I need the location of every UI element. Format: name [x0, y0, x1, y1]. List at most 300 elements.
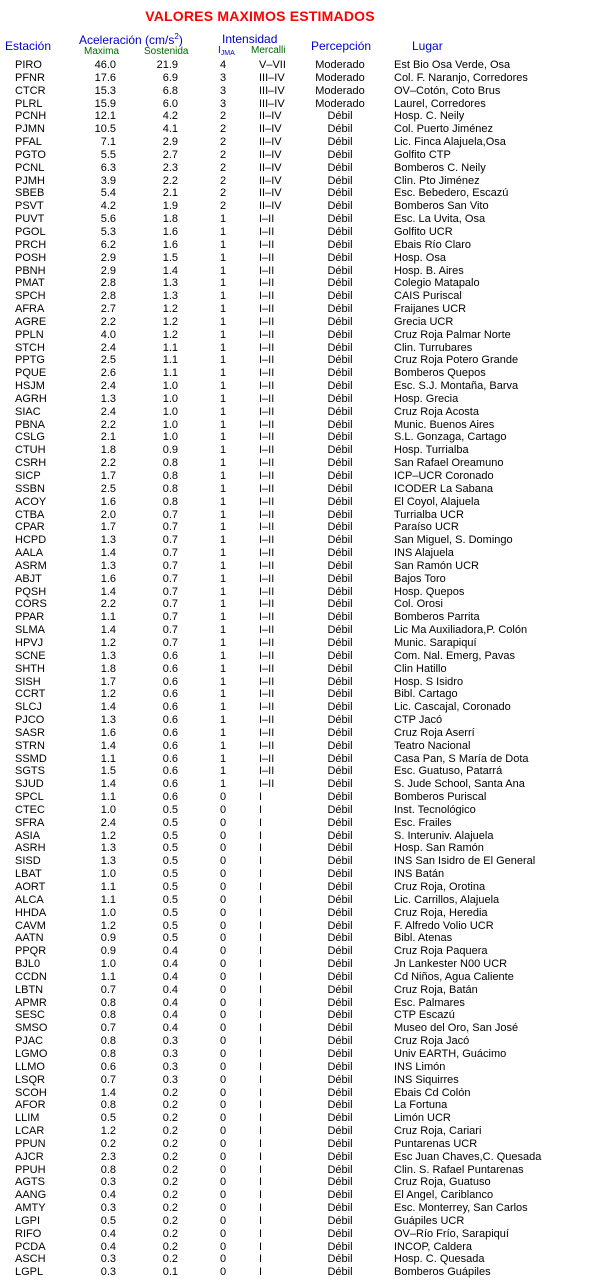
location: Col. F. Naranjo, Corredores: [394, 71, 528, 84]
max-acceleration: 0.7: [100, 983, 116, 996]
sustained-acceleration: 2.2: [162, 174, 178, 187]
location: Bomberos C. Neily: [394, 161, 486, 174]
max-acceleration: 2.6: [100, 367, 116, 380]
perception: Moderado: [315, 71, 365, 84]
location: Cruz Roja Jacó: [394, 1035, 470, 1048]
sustained-acceleration: 0.4: [162, 996, 178, 1009]
max-acceleration: 4.2: [100, 200, 116, 213]
intensity-jma: 1: [219, 765, 227, 778]
sustained-acceleration: 1.0: [162, 418, 178, 431]
sustained-acceleration: 0.6: [162, 752, 178, 765]
max-acceleration: 0.3: [100, 1202, 116, 1215]
intensity-mercalli: I: [259, 816, 263, 829]
table-row: [0, 316, 590, 329]
sustained-acceleration: 4.1: [162, 123, 178, 136]
table-row: [0, 162, 590, 175]
intensity-jma: 0: [219, 1125, 227, 1138]
intensity-jma: 0: [219, 958, 227, 971]
intensity-mercalli: I: [259, 893, 263, 906]
station-code: SJUD: [15, 778, 44, 791]
intensity-jma: 1: [219, 225, 227, 238]
table-row: [0, 406, 590, 419]
sustained-acceleration: 2.3: [162, 161, 178, 174]
max-acceleration: 1.0: [100, 868, 116, 881]
location: Cruz Roja, Cariari: [394, 1125, 482, 1138]
perception: Débil: [327, 1266, 353, 1279]
intensity-mercalli: I–II: [259, 405, 275, 418]
station-code: CORS: [15, 598, 47, 611]
max-acceleration: 0.8: [100, 1047, 116, 1060]
intensity-jma: 0: [219, 1086, 227, 1099]
location: Lic. Carrillos, Alajuela: [394, 893, 500, 906]
sustained-acceleration: 1.4: [162, 264, 178, 277]
table-row: [0, 1099, 590, 1112]
perception: Débil: [327, 328, 353, 341]
table-row: [0, 765, 590, 778]
max-acceleration: 1.4: [100, 739, 116, 752]
max-acceleration: 0.8: [100, 996, 116, 1009]
sustained-acceleration: 0.8: [162, 482, 178, 495]
location: ICODER La Sabana: [394, 482, 494, 495]
perception: Débil: [327, 945, 353, 958]
max-acceleration: 2.4: [100, 341, 116, 354]
intensity-mercalli: I: [259, 868, 263, 881]
sustained-acceleration: 0.6: [162, 778, 178, 791]
intensity-jma: 0: [219, 906, 227, 919]
max-acceleration: 2.7: [100, 303, 116, 316]
table-row: [0, 110, 590, 123]
max-acceleration: 2.4: [100, 816, 116, 829]
intensity-jma: 1: [219, 264, 227, 277]
perception: Débil: [327, 598, 353, 611]
intensity-jma: 0: [219, 1035, 227, 1048]
max-acceleration: 1.0: [100, 803, 116, 816]
intensity-mercalli: I–II: [259, 585, 275, 598]
max-acceleration: 2.8: [100, 277, 116, 290]
table-row: [0, 920, 590, 933]
table-row: [0, 598, 590, 611]
location: Cruz Roja, Guatuso: [394, 1176, 491, 1189]
max-acceleration: 1.2: [100, 1125, 116, 1138]
max-acceleration: 0.5: [100, 1214, 116, 1227]
intensity-mercalli: I: [259, 1073, 263, 1086]
station-code: CCDN: [15, 970, 47, 983]
perception: Moderado: [315, 84, 365, 97]
intensity-jma: 0: [219, 1163, 227, 1176]
table-row: [0, 804, 590, 817]
sustained-acceleration: 0.5: [162, 919, 178, 932]
table-row: [0, 1022, 590, 1035]
max-acceleration: 2.5: [100, 354, 116, 367]
location: Bomberos Puriscal: [394, 791, 487, 804]
perception: Débil: [327, 726, 353, 739]
sustained-acceleration: 0.2: [162, 1202, 178, 1215]
max-acceleration: 1.0: [100, 958, 116, 971]
table-row: [0, 971, 590, 984]
intensity-mercalli: I–II: [259, 470, 275, 482]
perception: Débil: [327, 649, 353, 662]
station-code: ACOY: [15, 495, 47, 508]
intensity-mercalli: I–II: [259, 431, 275, 444]
intensity-jma: 0: [219, 829, 227, 842]
station-code: RIFO: [15, 1227, 42, 1240]
intensity-jma: 1: [219, 341, 227, 354]
table-row: [0, 611, 590, 624]
table-row: [0, 380, 590, 393]
perception: Débil: [327, 225, 353, 238]
sustained-acceleration: 0.4: [162, 1009, 178, 1022]
location: Ebais Cd Colón: [394, 1086, 471, 1099]
intensity-mercalli: I–II: [259, 380, 275, 393]
intensity-mercalli: I: [259, 1047, 263, 1060]
intensity-jma: 1: [219, 328, 227, 341]
table-row: [0, 521, 590, 534]
perception: Débil: [327, 585, 353, 598]
intensity-mercalli: I: [259, 970, 263, 983]
max-acceleration: 5.5: [100, 148, 116, 161]
table-row: [0, 1189, 590, 1202]
perception: Débil: [327, 380, 353, 393]
intensity-mercalli: I–II: [259, 726, 275, 739]
station-code: APMR: [15, 996, 47, 1009]
location: S. Interuniv. Alajuela: [394, 829, 494, 842]
sustained-acceleration: 0.5: [162, 842, 178, 855]
table-row: [0, 727, 590, 740]
intensity-jma: 0: [219, 1073, 227, 1086]
intensity-jma: 0: [219, 1214, 227, 1227]
max-acceleration: 0.7: [100, 1022, 116, 1035]
intensity-mercalli: I–II: [259, 354, 275, 367]
station-code: AMTY: [15, 1202, 46, 1215]
header-aceleracion-sup: 2: [174, 32, 179, 41]
max-acceleration: 7.1: [100, 136, 116, 149]
intensity-mercalli: I: [259, 958, 263, 971]
station-code: SLCJ: [15, 701, 42, 714]
table-row: [0, 123, 590, 136]
location: Bibl. Cartago: [394, 688, 458, 701]
station-code: PPUN: [15, 1137, 46, 1150]
max-acceleration: 1.7: [100, 521, 116, 534]
sustained-acceleration: 0.3: [162, 1047, 178, 1060]
sustained-acceleration: 0.6: [162, 662, 178, 675]
location: San Ramón UCR: [394, 559, 479, 572]
intensity-mercalli: I: [259, 1150, 263, 1163]
header-aceleracion-text: Aceleración (cm/s: [79, 33, 175, 47]
sustained-acceleration: 0.8: [162, 470, 178, 482]
sustained-acceleration: 0.2: [162, 1163, 178, 1176]
intensity-mercalli: I–II: [259, 649, 275, 662]
max-acceleration: 5.4: [100, 187, 116, 200]
location: INS Batán: [394, 868, 445, 881]
station-code: POSH: [15, 251, 47, 264]
perception: Débil: [327, 1202, 353, 1215]
sustained-acceleration: 1.0: [162, 380, 178, 393]
intensity-mercalli: I–II: [259, 611, 275, 624]
max-acceleration: 1.1: [100, 752, 116, 765]
sustained-acceleration: 1.6: [162, 238, 178, 251]
location: Teatro Nacional: [394, 739, 471, 752]
location: Hosp. Quepos: [394, 585, 465, 598]
table-row: [0, 252, 590, 265]
max-acceleration: 0.4: [100, 1189, 116, 1202]
max-acceleration: 2.0: [100, 508, 116, 521]
sustained-acceleration: 1.1: [162, 341, 178, 354]
perception: Débil: [327, 1240, 353, 1253]
intensity-mercalli: III–IV: [259, 97, 285, 110]
intensity-jma: 1: [219, 380, 227, 393]
station-code: PQUE: [15, 367, 47, 380]
intensity-mercalli: I–II: [259, 675, 275, 688]
max-acceleration: 1.2: [100, 688, 116, 701]
intensity-jma: 1: [219, 521, 227, 534]
intensity-jma: 1: [219, 611, 227, 624]
table-row: [0, 830, 590, 843]
intensity-jma: 1: [219, 238, 227, 251]
max-acceleration: 2.2: [100, 315, 116, 328]
sustained-acceleration: 4.2: [162, 110, 178, 123]
perception: Débil: [327, 970, 353, 983]
perception: Débil: [327, 508, 353, 521]
intensity-jma: 0: [219, 855, 227, 868]
station-code: ASCH: [15, 1253, 46, 1266]
station-code: PJAC: [15, 1035, 44, 1048]
intensity-mercalli: I–II: [259, 495, 275, 508]
max-acceleration: 2.2: [100, 418, 116, 431]
max-acceleration: 1.6: [100, 572, 116, 585]
intensity-jma: 0: [219, 1137, 227, 1150]
station-code: PJMH: [15, 174, 45, 187]
sustained-acceleration: 0.7: [162, 521, 178, 534]
perception: Débil: [327, 521, 353, 534]
max-acceleration: 0.5: [100, 1112, 116, 1125]
header-i-jma-sub: JMA: [220, 50, 235, 57]
location: Bajos Toro: [394, 572, 446, 585]
location: CAIS Puriscal: [394, 290, 462, 303]
perception: Moderado: [315, 97, 365, 110]
table-row: [0, 1202, 590, 1215]
sustained-acceleration: 0.2: [162, 1099, 178, 1112]
max-acceleration: 6.2: [100, 238, 116, 251]
intensity-jma: 2: [219, 200, 227, 213]
intensity-jma: 1: [219, 470, 227, 482]
max-acceleration: 1.2: [100, 919, 116, 932]
sustained-acceleration: 0.5: [162, 816, 178, 829]
location: Golfito UCR: [394, 225, 453, 238]
station-code: AJCR: [15, 1150, 44, 1163]
sustained-acceleration: 0.7: [162, 547, 178, 560]
sustained-acceleration: 0.2: [162, 1227, 178, 1240]
max-acceleration: 15.9: [94, 97, 116, 110]
max-acceleration: 46.0: [94, 59, 116, 71]
perception: Débil: [327, 868, 353, 881]
table-row: [0, 509, 590, 522]
sustained-acceleration: 0.3: [162, 1073, 178, 1086]
location: Munic. Buenos Aires: [394, 418, 495, 431]
perception: Débil: [327, 1253, 353, 1266]
intensity-jma: 1: [219, 585, 227, 598]
perception: Débil: [327, 996, 353, 1009]
intensity-mercalli: I–II: [259, 341, 275, 354]
location: Museo del Oro, San José: [394, 1022, 519, 1035]
sustained-acceleration: 0.4: [162, 983, 178, 996]
table-row: [0, 444, 590, 457]
perception: Débil: [327, 624, 353, 637]
perception: Débil: [327, 983, 353, 996]
intensity-jma: 0: [219, 932, 227, 945]
table-row: [0, 59, 590, 72]
intensity-jma: 1: [219, 508, 227, 521]
perception: Débil: [327, 534, 353, 547]
sustained-acceleration: 0.4: [162, 958, 178, 971]
intensity-jma: 1: [219, 431, 227, 444]
max-acceleration: 1.2: [100, 636, 116, 649]
intensity-mercalli: I: [259, 1214, 263, 1227]
table-row: [0, 624, 590, 637]
location: Com. Nal. Emerg, Pavas: [394, 649, 516, 662]
intensity-mercalli: I–II: [259, 303, 275, 316]
header-i-jma: [218, 45, 235, 57]
location: Esc Juan Chaves,C. Quesada: [394, 1150, 542, 1163]
perception: Débil: [327, 1112, 353, 1125]
intensity-jma: 1: [219, 726, 227, 739]
intensity-jma: 1: [219, 778, 227, 791]
station-code: HHDA: [15, 906, 47, 919]
intensity-mercalli: I–II: [259, 290, 275, 303]
station-code: PRCH: [15, 238, 47, 251]
table-row: [0, 740, 590, 753]
sustained-acceleration: 0.7: [162, 598, 178, 611]
station-code: STCH: [15, 341, 45, 354]
header-mercalli: Mercalli: [251, 45, 286, 56]
table-row: [0, 200, 590, 213]
perception: Débil: [327, 636, 353, 649]
sustained-acceleration: 0.5: [162, 932, 178, 945]
table-row: [0, 560, 590, 573]
perception: Débil: [327, 1099, 353, 1112]
location: Turrialba UCR: [394, 508, 464, 521]
sustained-acceleration: 1.3: [162, 277, 178, 290]
sustained-acceleration: 0.2: [162, 1189, 178, 1202]
station-code: AGRE: [15, 315, 47, 328]
intensity-jma: 0: [219, 1240, 227, 1253]
intensity-jma: 1: [219, 559, 227, 572]
location: Casa Pan, S María de Dota: [394, 752, 529, 765]
station-code: CTUH: [15, 444, 46, 457]
max-acceleration: 0.9: [100, 945, 116, 958]
max-acceleration: 2.2: [100, 457, 116, 470]
max-acceleration: 0.8: [100, 1163, 116, 1176]
intensity-mercalli: I: [259, 829, 263, 842]
sustained-acceleration: 2.7: [162, 148, 178, 161]
sustained-acceleration: 1.2: [162, 315, 178, 328]
station-code: ASIA: [15, 829, 41, 842]
intensity-jma: 0: [219, 1150, 227, 1163]
location: Esc. Bebedero, Escazú: [394, 187, 509, 200]
location: Cruz Roja Acosta: [394, 405, 479, 418]
location: Puntarenas UCR: [394, 1137, 478, 1150]
max-acceleration: 0.7: [100, 1073, 116, 1086]
table-row: [0, 136, 590, 149]
intensity-mercalli: I–II: [259, 572, 275, 585]
perception: Débil: [327, 1163, 353, 1176]
header-aceleracion-close: ): [178, 33, 183, 47]
location: Bomberos Quepos: [394, 367, 486, 380]
max-acceleration: 1.1: [100, 970, 116, 983]
perception: Débil: [327, 881, 353, 893]
sustained-acceleration: 0.6: [162, 649, 178, 662]
perception: Débil: [327, 842, 353, 855]
intensity-jma: 0: [219, 1047, 227, 1060]
perception: Débil: [327, 161, 353, 174]
intensity-mercalli: I: [259, 1009, 263, 1022]
perception: Débil: [327, 829, 353, 842]
header-estacion: Estación: [5, 39, 52, 53]
location: Hosp. Turrialba: [394, 444, 469, 457]
station-code: LBTN: [15, 983, 44, 996]
perception: Débil: [327, 200, 353, 213]
intensity-mercalli: I–II: [259, 277, 275, 290]
sustained-acceleration: 0.2: [162, 1176, 178, 1189]
max-acceleration: 1.5: [100, 765, 116, 778]
sustained-acceleration: 1.6: [162, 225, 178, 238]
sustained-acceleration: 0.7: [162, 534, 178, 547]
intensity-jma: 1: [219, 624, 227, 637]
intensity-jma: 1: [219, 290, 227, 303]
table-row: [0, 1164, 590, 1177]
perception: Débil: [327, 906, 353, 919]
sustained-acceleration: 0.7: [162, 611, 178, 624]
sustained-acceleration: 0.2: [162, 1112, 178, 1125]
sustained-acceleration: 0.4: [162, 970, 178, 983]
location: Bibl. Atenas: [394, 932, 453, 945]
location: Clin Hatillo: [394, 662, 447, 675]
intensity-mercalli: I: [259, 919, 263, 932]
intensity-mercalli: I–II: [259, 418, 275, 431]
max-acceleration: 4.0: [100, 328, 116, 341]
sustained-acceleration: 0.6: [162, 791, 178, 804]
sustained-acceleration: 0.4: [162, 945, 178, 958]
station-code: LSQR: [15, 1073, 45, 1086]
intensity-jma: 1: [219, 688, 227, 701]
sustained-acceleration: 0.2: [162, 1137, 178, 1150]
location: Inst. Tecnológico: [394, 803, 476, 816]
table-row: [0, 573, 590, 586]
perception: Débil: [327, 482, 353, 495]
table-row: [0, 791, 590, 804]
table-row: [0, 868, 590, 881]
intensity-mercalli: I–II: [259, 251, 275, 264]
sustained-acceleration: 0.6: [162, 765, 178, 778]
intensity-mercalli: I: [259, 1202, 263, 1215]
intensity-mercalli: I–II: [259, 714, 275, 727]
location: Esc. S.J. Montaña, Barva: [394, 380, 519, 393]
location: Clin. Pto Jiménez: [394, 174, 480, 187]
max-acceleration: 6.3: [100, 161, 116, 174]
location: INS Siquirres: [394, 1073, 459, 1086]
perception: Moderado: [315, 59, 365, 71]
intensity-jma: 0: [219, 1189, 227, 1202]
intensity-mercalli: I: [259, 1266, 263, 1279]
max-acceleration: 12.1: [94, 110, 116, 123]
location: Munic. Sarapiquí: [394, 636, 477, 649]
perception: Débil: [327, 765, 353, 778]
station-code: CPAR: [15, 521, 45, 534]
perception: Débil: [327, 778, 353, 791]
location: Bomberos Guápiles: [394, 1266, 491, 1279]
sustained-acceleration: 0.9: [162, 444, 178, 457]
intensity-mercalli: I–II: [259, 482, 275, 495]
sustained-acceleration: 1.0: [162, 405, 178, 418]
